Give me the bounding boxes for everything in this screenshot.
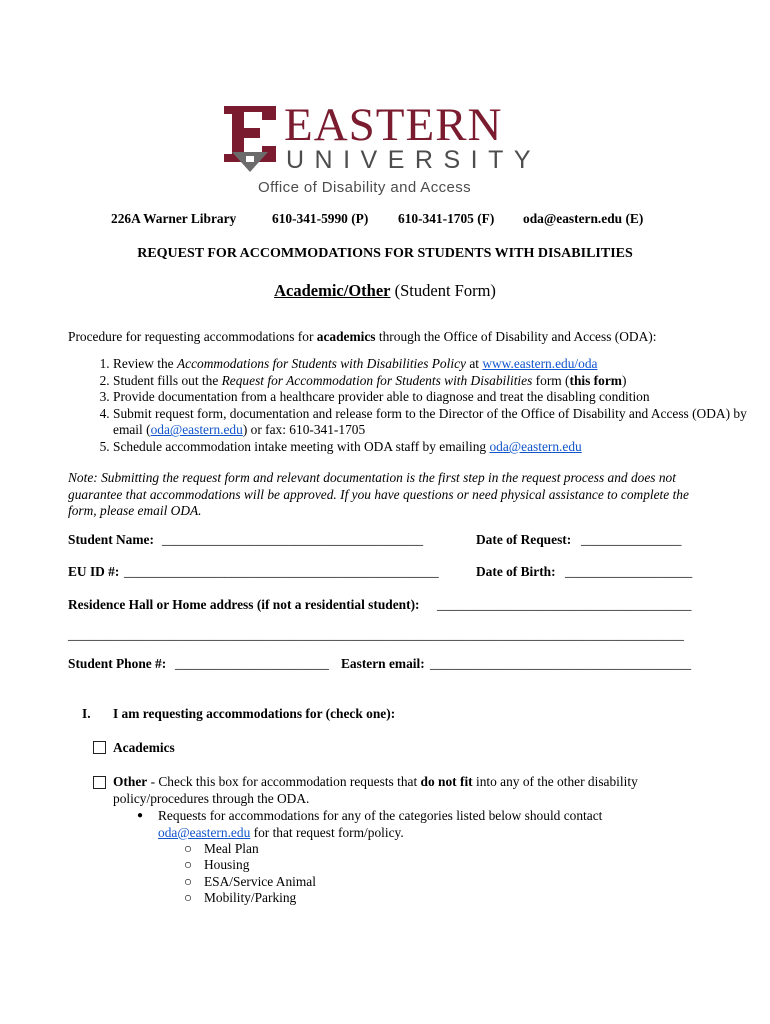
- step-1: 1. Review the Accommodations for Students with Disabilities Policy at www.eastern.edu/oda: [113, 356, 753, 373]
- eu-id-field[interactable]: _______________________________________________: [124, 564, 439, 579]
- other-label: Other: [113, 774, 148, 789]
- contact-fax: 610-341-1705 (F): [398, 211, 495, 226]
- university-logo: [222, 100, 542, 204]
- sub-item-icon: ○: [184, 857, 193, 872]
- oda-email-link-3[interactable]: oda@eastern.edu: [158, 824, 251, 840]
- other-description: Other - Check this box for accommodation requests that do not fit into any of the other disability policy/procedures through the ODA.: [113, 774, 638, 806]
- eastern-shield-icon: [222, 104, 278, 174]
- date-request-label: Date of Request:: [476, 532, 572, 547]
- sub-item-esa: ESA/Service Animal: [204, 874, 316, 889]
- address-field-line2[interactable]: ____________________________________________________________________________________________: [68, 627, 684, 642]
- dob-field[interactable]: ___________________: [565, 564, 693, 579]
- contact-phone: 610-341-5990 (P): [272, 211, 369, 226]
- dob-label: Date of Birth:: [476, 564, 556, 579]
- oda-email-link-2[interactable]: oda@eastern.edu: [489, 438, 582, 454]
- academics-label: Academics: [113, 740, 175, 755]
- bullet-item: Requests for accommodations for any of the categories listed below should contact oda@eastern.edu for that request form/policy.: [158, 808, 603, 840]
- eu-id-label: EU ID #:: [68, 564, 120, 579]
- logo-university-text: UNIVERSITY: [286, 146, 542, 174]
- sub-item-icon: ○: [184, 841, 193, 856]
- procedure-steps: [68, 356, 753, 456]
- procedure-text-a: Procedure for requesting accommodations for: [68, 329, 317, 344]
- logo-eastern-text: EASTERN: [284, 99, 503, 151]
- step-3: 3. Provide documentation from a healthcare provider able to diagnose and treat the disabling condition: [113, 389, 753, 406]
- sub-item-housing: Housing: [204, 857, 250, 872]
- office-name: Office of Disability and Access: [258, 179, 472, 196]
- date-request-field[interactable]: _______________: [581, 532, 682, 547]
- other-checkbox[interactable]: [93, 776, 106, 789]
- contact-library: 226A Warner Library: [111, 211, 237, 226]
- phone-label: Student Phone #:: [68, 656, 167, 671]
- note-paragraph: Note: Submitting the request form and relevant documentation is the first step in the request process and does not guarantee that accommodations will be approved. If you have questions or need physical assistance to complete the form, please email ODA.: [68, 470, 689, 519]
- procedure-intro: [68, 329, 656, 345]
- oda-website-link[interactable]: www.eastern.edu/oda: [482, 356, 598, 371]
- document-title: REQUEST FOR ACCOMMODATIONS FOR STUDENTS WITH DISABILITIES: [137, 246, 633, 261]
- academics-checkbox[interactable]: [93, 741, 106, 754]
- oda-email-link[interactable]: oda@eastern.edu: [150, 422, 243, 438]
- sub-item-icon: ○: [184, 874, 193, 889]
- contact-email: oda@eastern.edu (E): [523, 211, 644, 226]
- section-number: I.: [82, 706, 91, 721]
- email-label: Eastern email:: [341, 656, 425, 671]
- address-field[interactable]: ______________________________________: [437, 597, 692, 612]
- step-4: 4. Submit request form, documentation and release form to the Director of the Office of Disability and Access (ODA) by email (oda@eastern.edu) or fax: 610-341-1705: [113, 406, 753, 439]
- address-label: Residence Hall or Home address (if not a residential student):: [68, 597, 420, 612]
- student-name-field[interactable]: _______________________________________: [162, 532, 424, 547]
- step-5: 5. Schedule accommodation intake meeting with ODA staff by emailing oda@eastern.edu: [113, 439, 753, 456]
- procedure-text-b: through the Office of Disability and Access (ODA):: [375, 329, 657, 344]
- sub-item-icon: ○: [184, 890, 193, 905]
- subtitle-paren: (Student Form): [394, 281, 496, 300]
- procedure-bold: academics: [316, 329, 376, 344]
- subtitle-main: Academic/Other: [274, 281, 391, 300]
- bullet-icon: ●: [137, 810, 144, 821]
- section-heading: I am requesting accommodations for (check one):: [113, 706, 396, 721]
- student-name-label: Student Name:: [68, 532, 154, 547]
- step-2: 2. Student fills out the Request for Accommodation for Students with Disabilities form (this form): [113, 373, 753, 390]
- sub-item-meal-plan: Meal Plan: [204, 841, 259, 856]
- phone-field[interactable]: _______________________: [175, 656, 329, 671]
- sub-item-mobility: Mobility/Parking: [204, 890, 297, 905]
- email-field[interactable]: _______________________________________: [430, 656, 692, 671]
- form-subtitle: [0, 281, 770, 301]
